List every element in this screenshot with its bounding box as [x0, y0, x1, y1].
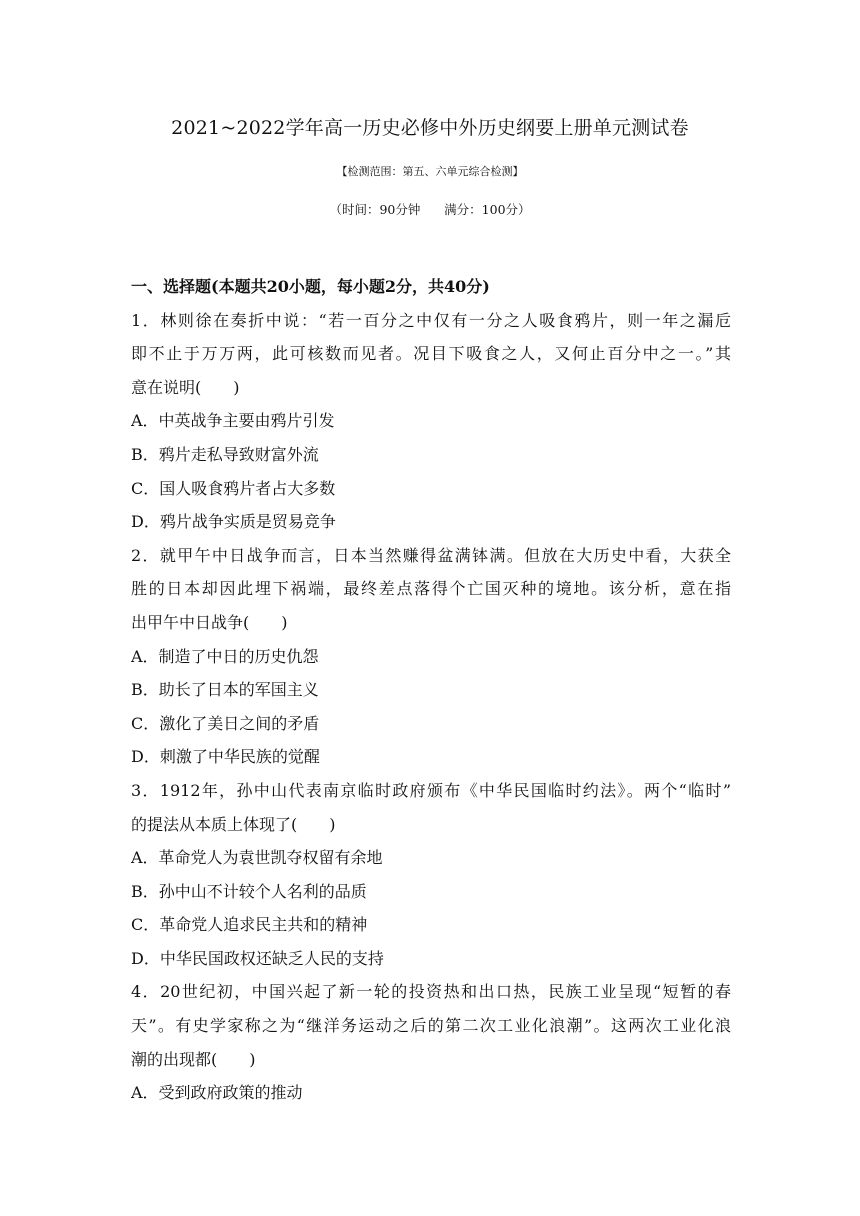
question-3 [131, 774, 731, 976]
option-a: A．制造了中日的历史仇怨 [131, 646, 319, 666]
question-stem-line: 意在说明( ) [131, 377, 240, 397]
question-stem-line: 出甲午中日战争( ) [131, 612, 288, 632]
exam-title: 2021~2022学年高一历史必修中外历史纲要上册单元测试卷 [171, 117, 689, 139]
option-d: D．中华民国政权还缺乏人民的支持 [131, 948, 384, 968]
question-stem-line: 4．20世纪初，中国兴起了新一轮的投资热和出口热，民族工业呈现“短暂的春 [131, 982, 731, 1002]
option-b: B．鸦片走私导致财富外流 [131, 444, 319, 464]
question-2 [131, 539, 731, 774]
option-d: D．鸦片战争实质是贸易竞争 [131, 512, 336, 532]
section-heading: 一、选择题(本题共20小题，每小题2分，共40分) [131, 277, 490, 296]
question-stem-line: 1．林则徐在奏折中说：“若一百分之中仅有一分之人吸食鸦片，则一年之漏卮 [131, 310, 731, 330]
question-stem-line: 2．就甲午中日战争而言，日本当然赚得盆满钵满。但放在大历史中看，大获全 [131, 545, 731, 565]
option-c: C．国人吸食鸦片者占大多数 [131, 478, 336, 498]
option-a: A．中英战争主要由鸦片引发 [131, 411, 335, 431]
exam-content [131, 270, 731, 1110]
question-stem-line: 胜的日本却因此埋下祸端，最终差点落得个亡国灭种的境地。该分析，意在指 [131, 579, 731, 599]
option-b: B．孙中山不计较个人名利的品质 [131, 881, 367, 901]
option-c: C．革命党人追求民主共和的精神 [131, 915, 368, 935]
question-stem-line: 天”。有史学家称之为“继洋务运动之后的第二次工业化浪潮”。这两次工业化浪 [131, 1016, 731, 1036]
option-b: B．助长了日本的军国主义 [131, 680, 319, 700]
question-stem-line: 即不止于万万两，此可核数而见者。况目下吸食之人，又何止百分中之一。”其 [131, 344, 731, 364]
question-1 [131, 304, 731, 539]
option-d: D．刺激了中华民族的觉醒 [131, 747, 320, 767]
question-4 [131, 975, 731, 1109]
option-c: C．激化了美日之间的矛盾 [131, 713, 320, 733]
question-stem-line: 潮的出现都( ) [131, 1049, 256, 1069]
option-a: A．受到政府政策的推动 [131, 1083, 303, 1103]
option-a: A．革命党人为袁世凯夺权留有余地 [131, 848, 383, 868]
exam-range: 【检测范围：第五、六单元综合检测】 [336, 165, 524, 178]
question-stem-line: 3．1912年，孙中山代表南京临时政府颁布《中华民国临时约法》。两个“临时” [131, 780, 731, 800]
question-stem-line: 的提法从本质上体现了( ) [131, 814, 336, 834]
exam-time-and-score: （时间：90分钟 满分：100分） [329, 202, 531, 217]
